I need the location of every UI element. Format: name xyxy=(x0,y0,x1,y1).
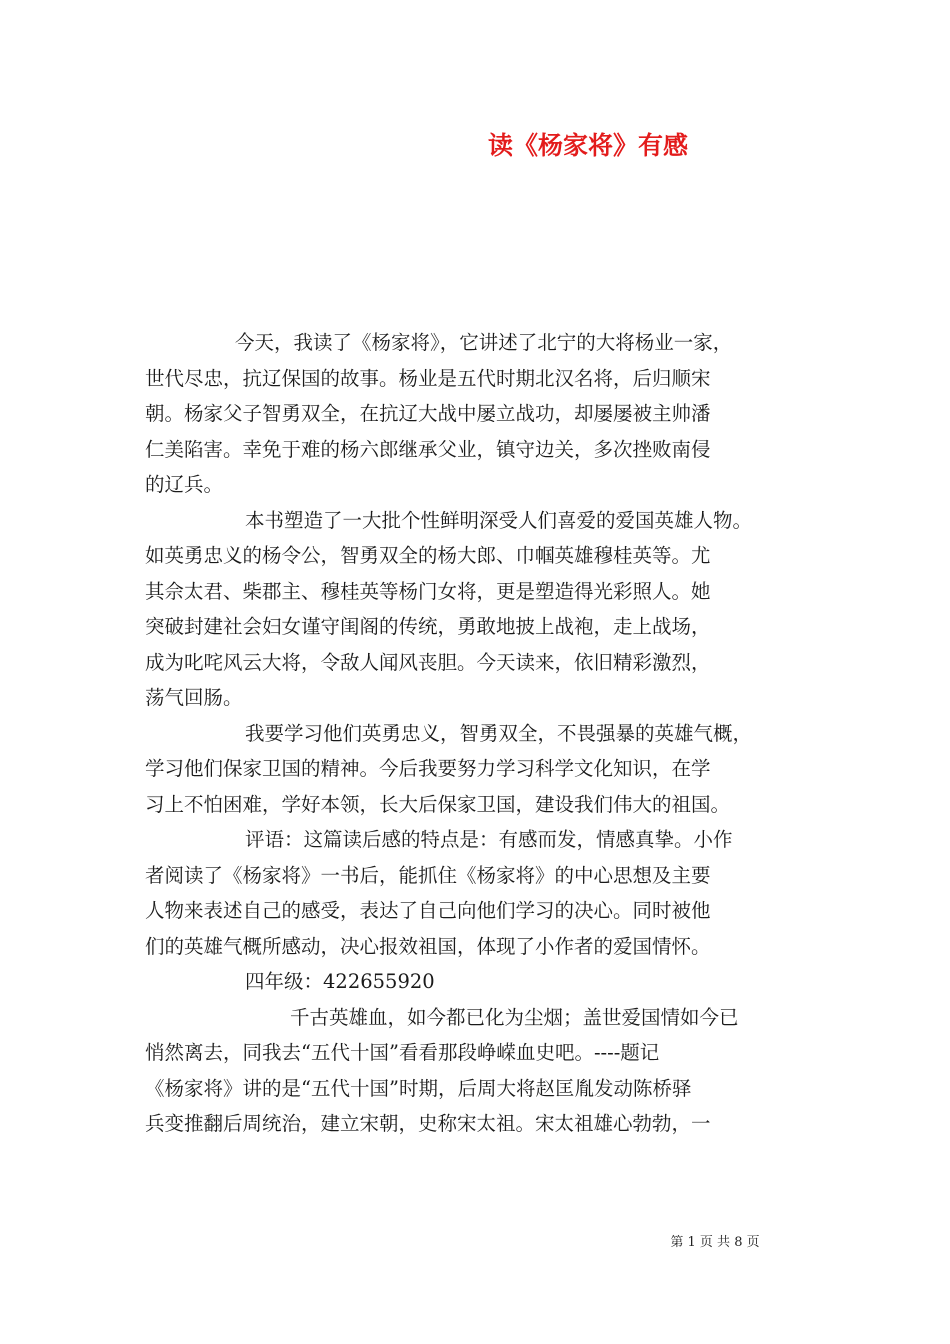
text-line: 者阅读了《杨家将》一书后，能抓住《杨家将》的中心思想及主要 xyxy=(145,863,711,887)
page-footer: 第 1 页 共 8 页 xyxy=(670,1235,760,1250)
text-line: 千古英雄血，如今都已化为尘烟；盖世爱国情如今已 xyxy=(290,1005,739,1029)
text-line: 《杨家将》讲的是“五代十国”时期，后周大将赵匡胤发动陈桥驿 xyxy=(145,1076,692,1100)
text-line: 兵变推翻后周统治，建立宋朝，史称宋太祖。宋太祖雄心勃勃，一 xyxy=(145,1112,711,1135)
text-line: 如英勇忠义的杨令公，智勇双全的杨大郎、巾帼英雄穆桂英等。尤 xyxy=(145,544,711,567)
text-line: 今天，我读了《杨家将》，它讲述了北宁的大将杨业一家， xyxy=(235,331,733,354)
paragraph-grade xyxy=(145,964,810,1000)
text-line: 悄然离去，同我去“五代十国”看看那段峥嵘血史吧。----题记 xyxy=(145,1041,660,1064)
paragraph-comment xyxy=(145,822,810,964)
paragraph-second-essay xyxy=(145,1000,810,1142)
text-line: 仁美陷害。幸免于难的杨六郎继承父业，镇守边关，多次挫败南侵 xyxy=(145,437,711,461)
document-body xyxy=(145,325,810,1142)
text-line: 成为叱咤风云大将，令敌人闻风丧胆。今天读来，依旧精彩激烈， xyxy=(145,650,711,674)
text-line: 本书塑造了一大批个性鲜明深受人们喜爱的爱国英雄人物。 xyxy=(245,508,753,532)
text-line: 突破封建社会妇女谨守闺阁的传统，勇敢地披上战袍，走上战场， xyxy=(145,615,711,638)
text-line: 评语：这篇读后感的特点是：有感而发，情感真挚。小作 xyxy=(245,828,733,851)
paragraph-2 xyxy=(145,503,810,716)
text-line: 们的英雄气概所感动，决心报效祖国，体现了小作者的爱国情怀。 xyxy=(145,934,711,958)
text-line: 世代尽忠，抗辽保国的故事。杨业是五代时期北汉名将，后归顺宋 xyxy=(145,366,711,390)
paragraph-1 xyxy=(145,325,810,503)
text-line: 习上不怕困难，学好本领，长大后保家卫国，建设我们伟大的祖国。 xyxy=(145,792,731,816)
document-title: 读《杨家将》有感 xyxy=(487,131,688,160)
text-line: 荡气回肠。 xyxy=(145,686,243,709)
text-line: 的辽兵。 xyxy=(145,473,224,496)
text-line: 我要学习他们英勇忠义，智勇双全，不畏强暴的英雄气概， xyxy=(245,721,753,745)
text-line: 人物来表述自己的感受，表达了自己向他们学习的决心。同时被他 xyxy=(145,899,711,922)
text-line: 朝。杨家父子智勇双全，在抗辽大战中屡立战功，却屡屡被主帅潘 xyxy=(145,402,711,425)
text-line: 其佘太君、柴郡主、穆桂英等杨门女将，更是塑造得光彩照人。她 xyxy=(145,579,711,603)
paragraph-3 xyxy=(145,716,810,823)
text-line: 四年级：422655920 xyxy=(245,970,435,993)
text-line: 学习他们保家卫国的精神。今后我要努力学习科学文化知识，在学 xyxy=(145,757,711,780)
